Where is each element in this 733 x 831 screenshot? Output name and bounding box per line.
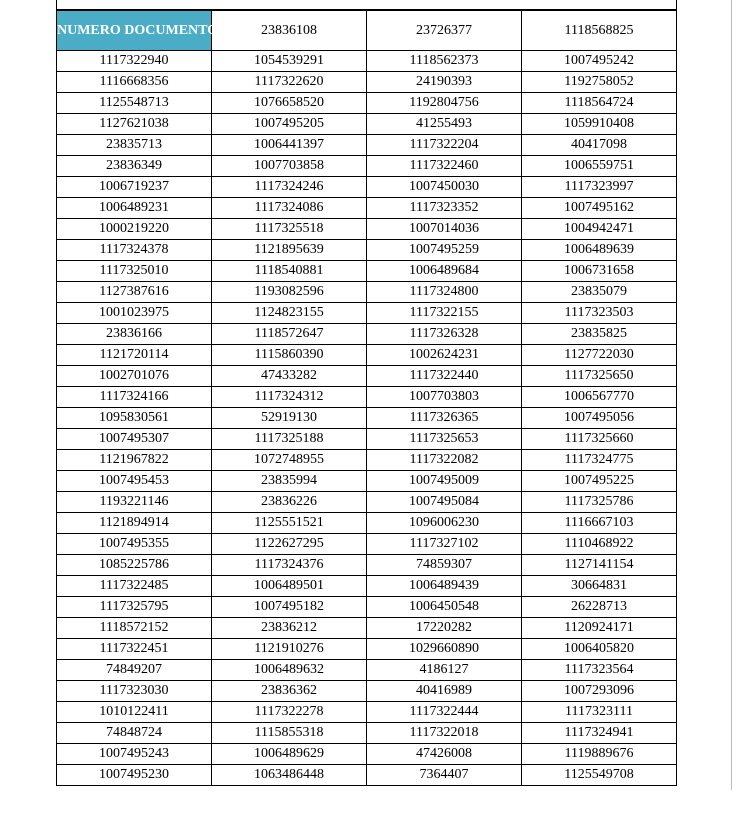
table-cell: 1004942471 — [522, 219, 677, 240]
table-cell: 1117322155 — [367, 303, 522, 324]
table-cell: 1007495230 — [57, 765, 212, 786]
table-cell: 1121894914 — [57, 513, 212, 534]
table-cell: 1002624231 — [367, 345, 522, 366]
table-cell: 1002701076 — [57, 366, 212, 387]
table-cell: 74859307 — [367, 555, 522, 576]
table-cell: 1117325010 — [57, 261, 212, 282]
table-row — [57, 639, 677, 660]
table-cell: 1120924171 — [522, 618, 677, 639]
table-row — [57, 471, 677, 492]
table-cell: 1096006230 — [367, 513, 522, 534]
table-cell: 23836349 — [57, 156, 212, 177]
table-cell: 1117325660 — [522, 429, 677, 450]
table-cell: 1006450548 — [367, 597, 522, 618]
table-cell: 1117324166 — [57, 387, 212, 408]
table-cell: 1121967822 — [57, 450, 212, 471]
table-cell: 1117324775 — [522, 450, 677, 471]
table-cell: 23836166 — [57, 324, 212, 345]
table-cell: 1117323111 — [522, 702, 677, 723]
table-cell: 1127387616 — [57, 282, 212, 303]
table-top-border — [56, 0, 677, 10]
table-row — [57, 765, 677, 786]
table-cell: 1125549708 — [522, 765, 677, 786]
table-cell: 1007495355 — [57, 534, 212, 555]
table-cell: 52919130 — [212, 408, 367, 429]
table-cell: 23836362 — [212, 681, 367, 702]
table-cell: 1110468922 — [522, 534, 677, 555]
table-cell: 40416989 — [367, 681, 522, 702]
table-cell: 1118562373 — [367, 51, 522, 72]
table-cell: 1001023975 — [57, 303, 212, 324]
table-cell: 40417098 — [522, 135, 677, 156]
table-cell: 41255493 — [367, 114, 522, 135]
table-cell: 26228713 — [522, 597, 677, 618]
table-row — [57, 429, 677, 450]
table-cell: 1117324312 — [212, 387, 367, 408]
table-cell: 1117322444 — [367, 702, 522, 723]
table-cell: 1122627295 — [212, 534, 367, 555]
table-cell: 1117323503 — [522, 303, 677, 324]
table-cell: 1007450030 — [367, 177, 522, 198]
table-cell: 1085225786 — [57, 555, 212, 576]
header-label-cell: NUMERO DOCUMENTO — [57, 11, 212, 51]
table-cell: 1117324086 — [212, 198, 367, 219]
table-row — [57, 240, 677, 261]
table-cell: 1006489231 — [57, 198, 212, 219]
table-row — [57, 198, 677, 219]
table-cell: 1193082596 — [212, 282, 367, 303]
table-cell: 1117324246 — [212, 177, 367, 198]
table-cell: 1115860390 — [212, 345, 367, 366]
table-cell: 1117325518 — [212, 219, 367, 240]
table-cell: 1117322018 — [367, 723, 522, 744]
table-row — [57, 93, 677, 114]
table-cell: 1072748955 — [212, 450, 367, 471]
table-cell: 1118572647 — [212, 324, 367, 345]
table-row — [57, 576, 677, 597]
table-row — [57, 261, 677, 282]
table-cell: 1006489632 — [212, 660, 367, 681]
table-cell: 1007703803 — [367, 387, 522, 408]
table-cell: 1076658520 — [212, 93, 367, 114]
table-cell: 1116667103 — [522, 513, 677, 534]
table-cell: 1193221146 — [57, 492, 212, 513]
table-row — [57, 681, 677, 702]
table-cell: 1117324941 — [522, 723, 677, 744]
table-row — [57, 513, 677, 534]
table-cell: 1117325653 — [367, 429, 522, 450]
table-cell: 1006489684 — [367, 261, 522, 282]
table-cell: 1117322278 — [212, 702, 367, 723]
table-cell: 1127621038 — [57, 114, 212, 135]
table-cell: 1117324378 — [57, 240, 212, 261]
table-cell: 1000219220 — [57, 219, 212, 240]
table-cell: 1007495009 — [367, 471, 522, 492]
table-cell: 1117323352 — [367, 198, 522, 219]
table-row — [57, 177, 677, 198]
table-row — [57, 492, 677, 513]
table-cell: 1007495056 — [522, 408, 677, 429]
table-cell: 1006559751 — [522, 156, 677, 177]
header-value-cell: 1118568825 — [522, 11, 677, 51]
table-row — [57, 618, 677, 639]
table-row — [57, 219, 677, 240]
table-cell: 1117322940 — [57, 51, 212, 72]
table-row — [57, 114, 677, 135]
table-cell: 1117322460 — [367, 156, 522, 177]
table-cell: 47433282 — [212, 366, 367, 387]
table-cell: 1029660890 — [367, 639, 522, 660]
table-row — [57, 135, 677, 156]
table-cell: 7364407 — [367, 765, 522, 786]
table-cell: 1118572152 — [57, 618, 212, 639]
table-row — [57, 408, 677, 429]
table-cell: 1127141154 — [522, 555, 677, 576]
table-cell: 1117324376 — [212, 555, 367, 576]
table-cell: 1007495307 — [57, 429, 212, 450]
table-cell: 23835713 — [57, 135, 212, 156]
table-row — [57, 597, 677, 618]
table-row — [57, 282, 677, 303]
table-cell: 1118564724 — [522, 93, 677, 114]
table-cell: 23836226 — [212, 492, 367, 513]
table-row — [57, 345, 677, 366]
table-cell: 1192804756 — [367, 93, 522, 114]
table-cell: 1121910276 — [212, 639, 367, 660]
table-cell: 1006405820 — [522, 639, 677, 660]
table-cell: 1117323997 — [522, 177, 677, 198]
table-cell: 1006489639 — [522, 240, 677, 261]
table-cell: 1127722030 — [522, 345, 677, 366]
table-row — [57, 702, 677, 723]
table-row — [57, 156, 677, 177]
table-cell: 1117322451 — [57, 639, 212, 660]
table-row — [57, 660, 677, 681]
table-row — [57, 450, 677, 471]
table-row — [57, 555, 677, 576]
table-cell: 1007495205 — [212, 114, 367, 135]
header-value-cell: 23836108 — [212, 11, 367, 51]
table-cell: 17220282 — [367, 618, 522, 639]
table-row — [57, 324, 677, 345]
table-cell: 1192758052 — [522, 72, 677, 93]
table-cell: 1117322082 — [367, 450, 522, 471]
table-cell: 1115855318 — [212, 723, 367, 744]
table-cell: 74848724 — [57, 723, 212, 744]
table-row — [57, 51, 677, 72]
table-row — [57, 72, 677, 93]
table-cell: 1118540881 — [212, 261, 367, 282]
table-cell: 1007495259 — [367, 240, 522, 261]
table-cell: 1007495084 — [367, 492, 522, 513]
table-cell: 1006441397 — [212, 135, 367, 156]
table-cell: 1117325650 — [522, 366, 677, 387]
table-cell: 1117325795 — [57, 597, 212, 618]
table-cell: 1006489501 — [212, 576, 367, 597]
table-cell: 4186127 — [367, 660, 522, 681]
table-cell: 74849207 — [57, 660, 212, 681]
table-cell: 1117325786 — [522, 492, 677, 513]
table-cell: 1059910408 — [522, 114, 677, 135]
table-row — [57, 387, 677, 408]
table-cell: 1063486448 — [212, 765, 367, 786]
table-cell: 1117323030 — [57, 681, 212, 702]
document-number-table — [56, 10, 677, 786]
table-cell: 1121720114 — [57, 345, 212, 366]
table-cell: 47426008 — [367, 744, 522, 765]
table-cell: 1006719237 — [57, 177, 212, 198]
table-cell: 1006489629 — [212, 744, 367, 765]
table-cell: 1007495243 — [57, 744, 212, 765]
table-cell: 1121895639 — [212, 240, 367, 261]
header-value-cell: 23726377 — [367, 11, 522, 51]
table-row — [57, 366, 677, 387]
table-cell: 1007495225 — [522, 471, 677, 492]
table-cell: 1007014036 — [367, 219, 522, 240]
table-cell: 1007293096 — [522, 681, 677, 702]
table-cell: 1117323564 — [522, 660, 677, 681]
table-cell: 1117325188 — [212, 429, 367, 450]
table-cell: 1117326328 — [367, 324, 522, 345]
table-cell: 1117327102 — [367, 534, 522, 555]
table-cell: 1117322485 — [57, 576, 212, 597]
table-cell: 23835825 — [522, 324, 677, 345]
table-cell: 1125548713 — [57, 93, 212, 114]
table-row — [57, 303, 677, 324]
table-cell: 23835079 — [522, 282, 677, 303]
table-cell: 1006731658 — [522, 261, 677, 282]
table-cell: 23835994 — [212, 471, 367, 492]
table-cell: 1124823155 — [212, 303, 367, 324]
table-cell: 30664831 — [522, 576, 677, 597]
table-row — [57, 744, 677, 765]
table-cell: 1007703858 — [212, 156, 367, 177]
table-cell: 1117322440 — [367, 366, 522, 387]
table-row — [57, 723, 677, 744]
table-cell: 1007495182 — [212, 597, 367, 618]
table-cell: 1006489439 — [367, 576, 522, 597]
table-cell: 1117326365 — [367, 408, 522, 429]
page-edge-line — [731, 0, 732, 790]
table-cell: 23836212 — [212, 618, 367, 639]
table-cell: 24190393 — [367, 72, 522, 93]
table-cell: 1007495162 — [522, 198, 677, 219]
table-cell: 1010122411 — [57, 702, 212, 723]
table-cell: 1054539291 — [212, 51, 367, 72]
table-cell: 1006567770 — [522, 387, 677, 408]
table-cell: 1119889676 — [522, 744, 677, 765]
table-cell: 1117322204 — [367, 135, 522, 156]
table-cell: 1007495242 — [522, 51, 677, 72]
table-cell: 1125551521 — [212, 513, 367, 534]
table-cell: 1116668356 — [57, 72, 212, 93]
table-cell: 1117324800 — [367, 282, 522, 303]
table-cell: 1117322620 — [212, 72, 367, 93]
table-row — [57, 534, 677, 555]
table-header-row — [57, 11, 677, 51]
table-cell: 1095830561 — [57, 408, 212, 429]
table-cell: 1007495453 — [57, 471, 212, 492]
